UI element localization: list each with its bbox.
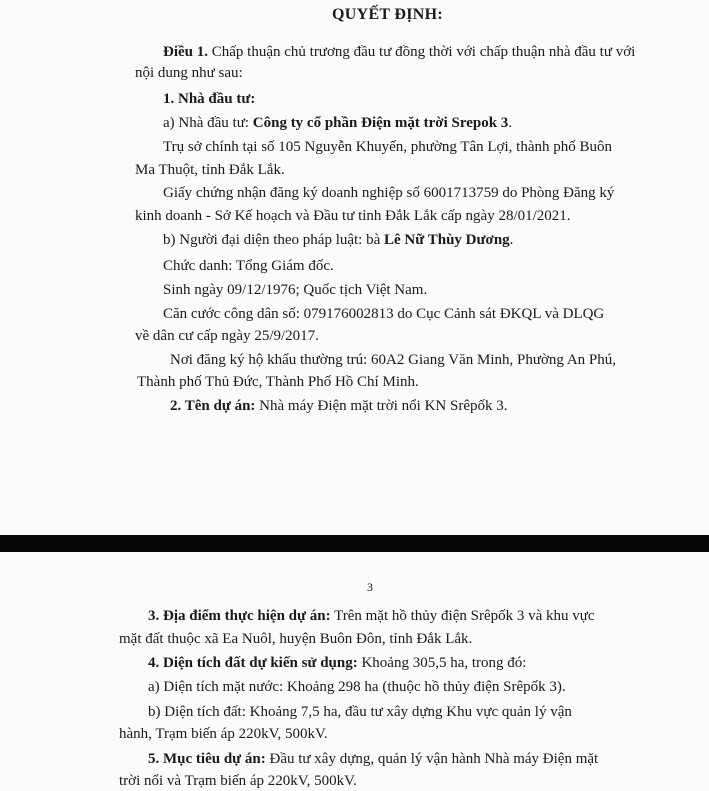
business-cert-line-1: Giấy chứng nhận đăng ký doanh nghiệp số 6001713759 do Phòng Đăng ký bbox=[163, 185, 615, 201]
birth-line: Sinh ngày 09/12/1976; Quốc tịch Việt Nam. bbox=[163, 282, 428, 298]
investor-line: a) Nhà đầu tư: Công ty cổ phần Điện mặt trời Srepok 3. bbox=[163, 115, 513, 131]
headquarters-line-2: Ma Thuột, tỉnh Đắk Lắk. bbox=[135, 162, 285, 178]
page-separator bbox=[0, 535, 709, 552]
location-label: 3. Địa điểm thực hiện dự án: bbox=[148, 608, 331, 624]
business-cert-line-2: kinh doanh - Sở Kế hoạch và Đầu tư tỉnh Đắk Lắk cấp ngày 28/01/2021. bbox=[135, 208, 571, 224]
headquarters-line-1: Trụ sở chính tại số 105 Nguyễn Khuyến, phường Tân Lợi, thành phố Buôn bbox=[163, 139, 612, 155]
objective-line: 5. Mục tiêu dự án: Đầu tư xây dựng, quản lý vận hành Nhà máy Điện mặt bbox=[148, 751, 599, 767]
land-area-line-1: b) Diện tích đất: Khoảng 7,5 ha, đầu tư xây dựng Khu vực quản lý vận bbox=[148, 704, 572, 720]
document-page-bottom bbox=[0, 552, 709, 791]
article-1-text: Chấp thuận chủ trương đầu tư đồng thời với chấp thuận nhà đầu tư với bbox=[208, 44, 636, 60]
project-name-label: 2. Tên dự án: bbox=[170, 398, 256, 414]
project-name-line bbox=[170, 397, 507, 415]
legal-representative-line: b) Người đại diện theo pháp luật: bà Lê Nữ Thùy Dương. bbox=[163, 232, 514, 248]
position-line: Chức danh: Tổng Giám đốc. bbox=[163, 258, 334, 274]
investor-name: Công ty cổ phần Điện mặt trời Srepok 3 bbox=[252, 115, 509, 131]
citizen-id-line-2: về dân cư cấp ngày 25/9/2017. bbox=[135, 328, 319, 344]
area-label: 4. Diện tích đất dự kiến sử dụng: bbox=[148, 655, 358, 671]
representative-name: Lê Nữ Thùy Dương bbox=[384, 232, 510, 248]
citizen-id-line-1: Căn cước công dân số: 079176002813 do Cục Cảnh sát ĐKQL và DLQG bbox=[163, 306, 605, 322]
project-name-text: Nhà máy Điện mặt trời nổi KN Srêpốk 3. bbox=[255, 398, 508, 414]
page-number: 3 bbox=[367, 580, 373, 594]
location-line: 3. Địa điểm thực hiện dự án: Trên mặt hồ thủy điện Srêpốk 3 và khu vực bbox=[148, 608, 595, 624]
article-1-text-cont: nội dung như sau: bbox=[135, 65, 243, 81]
location-line-cont: mặt đất thuộc xã Ea Nuôl, huyện Buôn Đôn, tỉnh Đắk Lắk. bbox=[119, 631, 473, 647]
residence-line-2: Thành phố Thủ Đức, Thành Phố Hồ Chí Minh. bbox=[137, 374, 419, 390]
land-area-line-2: hành, Trạm biến áp 220kV, 500kV. bbox=[119, 726, 328, 742]
section-1-title: 1. Nhà đầu tư: bbox=[163, 91, 256, 107]
area-line: 4. Diện tích đất dự kiến sử dụng: Khoảng 305,5 ha, trong đó: bbox=[148, 655, 527, 671]
decision-heading: QUYẾT ĐỊNH: bbox=[332, 6, 444, 23]
water-area-line: a) Diện tích mặt nước: Khoảng 298 ha (thuộc hồ thủy điện Srêpốk 3). bbox=[148, 679, 566, 695]
article-1-label: Điều 1. bbox=[163, 44, 208, 60]
objective-line-cont: trời nổi và Trạm biến áp 220kV, 500kV. bbox=[119, 773, 357, 789]
article-1-line bbox=[163, 43, 635, 61]
objective-label: 5. Mục tiêu dự án: bbox=[148, 751, 266, 767]
residence-line-1: Nơi đăng ký hộ khẩu thường trú: 60A2 Giang Văn Minh, Phường An Phú, bbox=[170, 352, 617, 368]
